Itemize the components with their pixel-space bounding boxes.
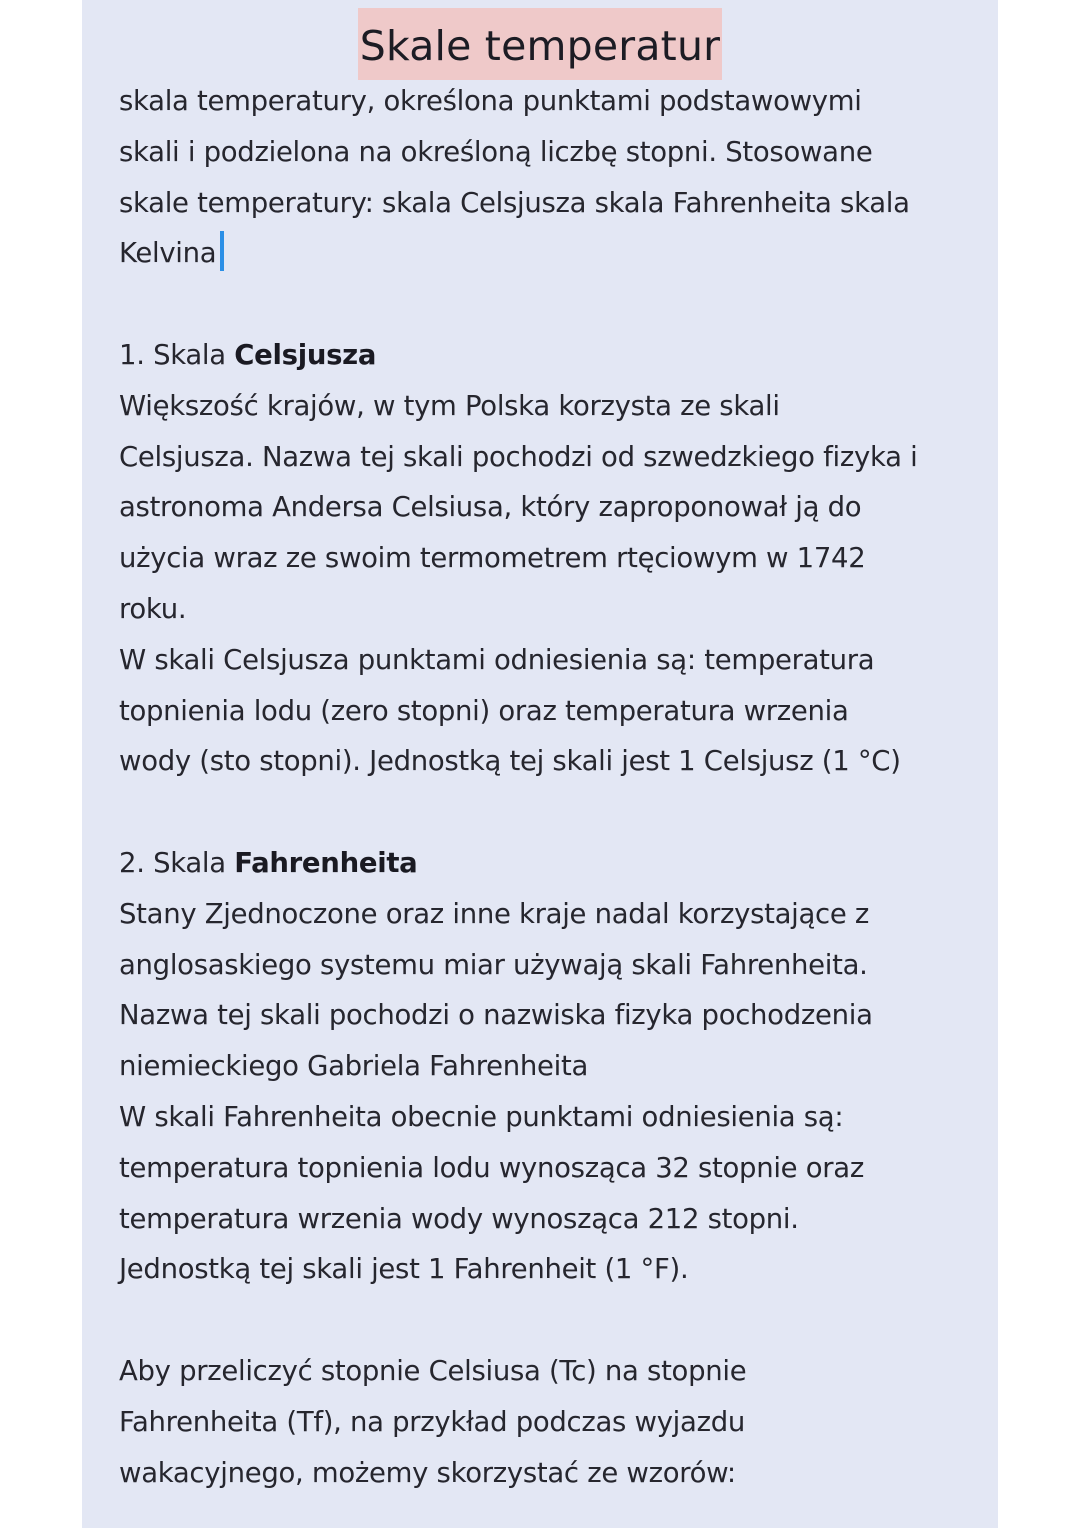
celsius-line: Większość krajów, w tym Polska korzysta ze skali <box>119 389 780 422</box>
section-heading-fahrenheit <box>119 838 979 889</box>
intro-line-last <box>119 228 979 279</box>
fahrenheit-line: temperatura wrzenia wody wynosząca 212 stopni. <box>119 1202 799 1235</box>
intro-line: skala temperatury, określona punktami podstawowymi <box>119 85 862 117</box>
celsius-line: wody (sto stopni). Jednostką tej skali jest 1 Celsjusz (1 °C) <box>119 745 901 778</box>
document-body[interactable] <box>119 76 979 1498</box>
title-container <box>82 8 998 80</box>
fahrenheit-line: anglosaskiego systemu miar używają skali Fahrenheita. <box>119 948 868 981</box>
celsius-line: topnienia lodu (zero stopni) oraz temperatura wrzenia <box>119 694 849 727</box>
celsius-line: Celsjusza. Nazwa tej skali pochodzi od szwedzkiego fizyka i <box>119 440 918 473</box>
fahrenheit-line: W skali Fahrenheita obecnie punktami odniesienia są: <box>119 1100 844 1133</box>
page-title: Skale temperatur <box>358 8 722 80</box>
conversion-line: wakacyjnego, możemy skorzystać ze wzorów: <box>119 1456 736 1489</box>
fahrenheit-line: Jednostką tej skali jest 1 Fahrenheit (1 °F). <box>119 1253 689 1286</box>
spacer <box>119 279 979 330</box>
fahrenheit-line: niemieckiego Gabriela Fahrenheita <box>119 1050 589 1083</box>
fahrenheit-line: Stany Zjednoczone oraz inne kraje nadal korzystające z <box>119 897 870 930</box>
fahrenheit-line: Nazwa tej skali pochodzi o nazwiska fizyka pochodzenia <box>119 999 873 1032</box>
celsius-line: W skali Celsjusza punktami odniesienia są: temperatura <box>119 643 875 676</box>
heading-prefix: 1. Skala <box>119 338 235 371</box>
heading-bold: Fahrenheita <box>234 846 418 879</box>
celsius-line: astronoma Andersa Celsiusa, który zaproponował ją do <box>119 491 862 524</box>
conversion-line: Fahrenheita (Tf), na przykład podczas wyjazdu <box>119 1405 745 1438</box>
conversion-line: Aby przeliczyć stopnie Celsiusa (Tc) na stopnie <box>119 1354 747 1387</box>
heading-bold: Celsjusza <box>234 338 377 371</box>
section-heading-celsius <box>119 330 979 381</box>
celsius-line: użycia wraz ze swoim termometrem rtęciowym w 1742 <box>119 542 866 575</box>
intro-line-text: Kelvina <box>119 237 217 270</box>
text-cursor <box>220 231 224 271</box>
heading-prefix: 2. Skala <box>119 846 235 879</box>
spacer <box>119 1295 979 1346</box>
spacer <box>119 787 979 838</box>
document-page <box>82 0 998 1528</box>
intro-line: skale temperatury: skala Celsjusza skala Fahrenheita skala <box>119 186 910 219</box>
intro-line: skali i podzielona na określoną liczbę stopni. Stosowane <box>119 135 873 168</box>
fahrenheit-line: temperatura topnienia lodu wynosząca 32 stopnie oraz <box>119 1151 864 1184</box>
celsius-line: roku. <box>119 592 187 625</box>
